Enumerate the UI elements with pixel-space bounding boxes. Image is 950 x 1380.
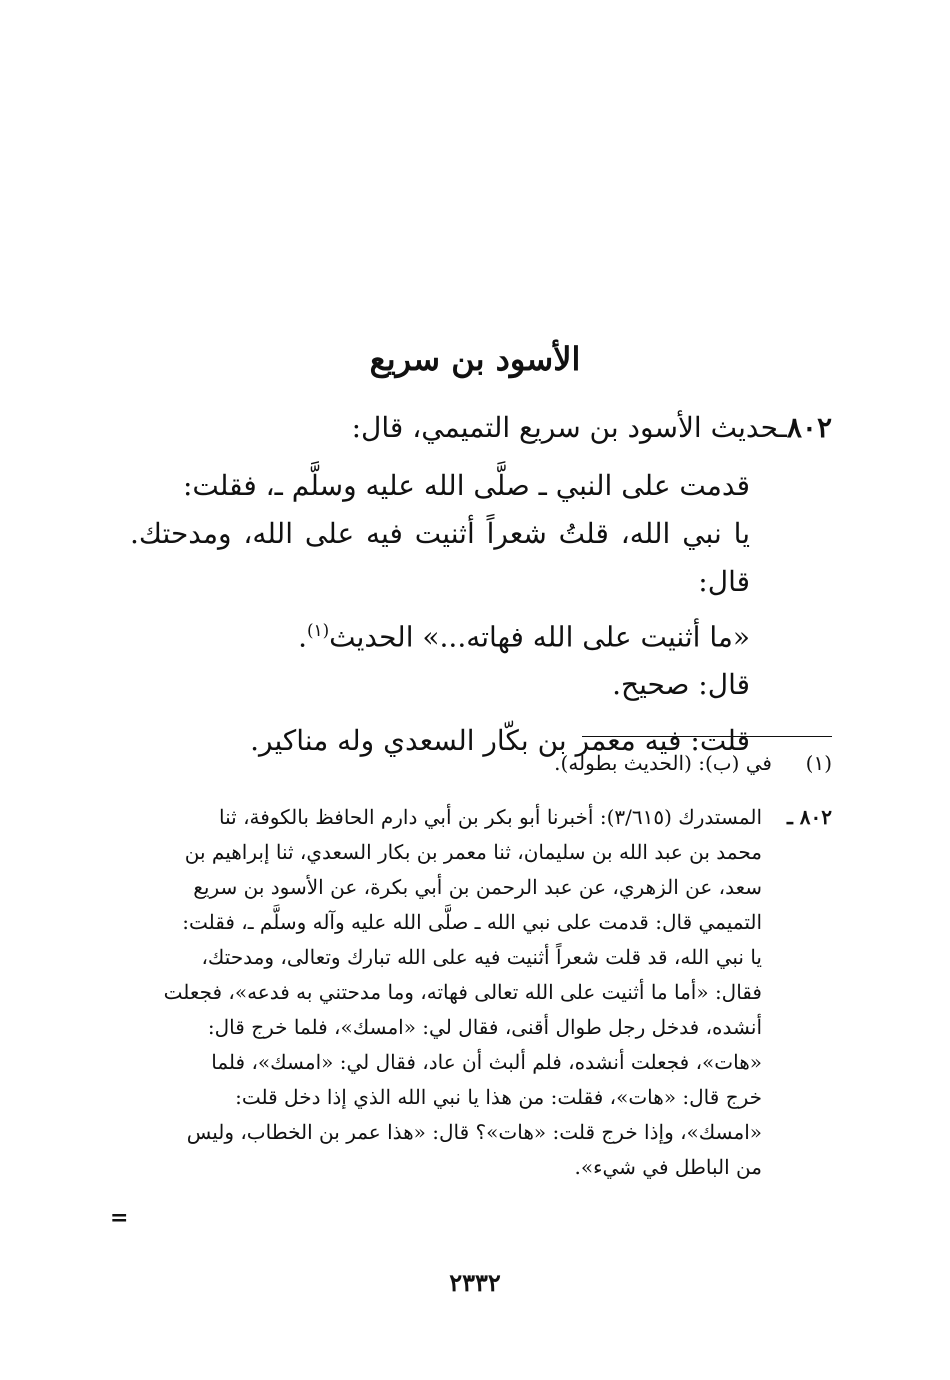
hadith-line: يا نبي الله، قلتُ شعراً أثنيت فيه على الله، ومدحتك. قال: xyxy=(130,517,750,598)
appendix-line: فقال: «أما ما أثنيت على الله تعالى فهاته، وما مدحتني به فدعه»، فجعلت xyxy=(163,980,762,1004)
appendix-line: أنشده، فدخل رجل طوال أقنى، فقال لي: «امسك»، فلما خرج قال: xyxy=(207,1015,762,1039)
continuation-mark: = xyxy=(110,1205,129,1231)
footnote-text: في (ب): (الحديث بطوله). xyxy=(554,751,772,775)
footnote xyxy=(132,748,832,778)
hadith-line: قدمت على النبي ـ صلَّى الله عليه وسلَّم ـ، فقلت: xyxy=(182,469,750,502)
entry-number: ٨٠٢ xyxy=(786,411,832,444)
chapter-title: الأسود بن سريع xyxy=(369,340,581,378)
appendix-line: محمد بن عبد الله بن سليمان، ثنا معمر بن بكار السعدي، ثنا إبراهيم بن xyxy=(184,840,762,864)
source-appendix xyxy=(132,800,832,1185)
appendix-line: سعد، عن الزهري، عن عبد الرحمن بن أبي بكرة، عن الأسود بن سريع xyxy=(193,875,762,899)
ruling-line: قال: صحيح. xyxy=(612,668,750,702)
appendix-body xyxy=(132,800,762,1185)
appendix-line: خرج قال: «هات»، فقلت: من هذا يا نبي الله الذي إذا دخل قلت: xyxy=(235,1085,762,1109)
footnote-reference[interactable]: (١) xyxy=(306,620,330,640)
appendix-line: من الباطل في شيء». xyxy=(574,1155,762,1179)
appendix-line: «هات»، فجعلت أنشده، فلم ألبث أن عاد، فقال لي: «امسك»، فلما xyxy=(211,1050,762,1074)
appendix-line: يا نبي الله، قد قلت شعراً أثنيت فيه على الله تبارك وتعالى، ومدحتك، xyxy=(201,945,762,969)
hadith-text xyxy=(130,462,750,765)
appendix-line: «امسك»، وإذا خرج قلت: «هات»؟ قال: «هذا عمر بن الخطاب، وليس xyxy=(186,1120,762,1144)
hadith-line-text: «ما أثنيت على الله فهاته...» الحديث xyxy=(329,620,750,654)
footnote-separator xyxy=(582,736,832,737)
hadith-line-tail: . xyxy=(298,620,307,654)
entry-dash: ـ xyxy=(778,411,787,444)
hadith-line xyxy=(130,606,750,661)
appendix-number: ٨٠٢ ـ xyxy=(786,805,832,829)
appendix-line: المستدرك (٣/٦١٥): أخبرنا أبو بكر بن أبي دارم الحافظ بالكوفة، ثنا xyxy=(219,805,762,829)
comment-line: قلت: فيه معمر بن بكّار السعدي وله مناكير. xyxy=(250,724,750,758)
appendix-line: التميمي قال: قدمت على نبي الله ـ صلَّى الله عليه وآله وسلَّم ـ، فقلت: xyxy=(182,910,762,934)
entry-heading xyxy=(112,405,832,451)
entry-heading-text: حديث الأسود بن سريع التميمي، قال: xyxy=(351,411,779,444)
footnote-number: (١) xyxy=(805,751,832,775)
page-number: ٢٣٣٢ xyxy=(449,1268,501,1297)
